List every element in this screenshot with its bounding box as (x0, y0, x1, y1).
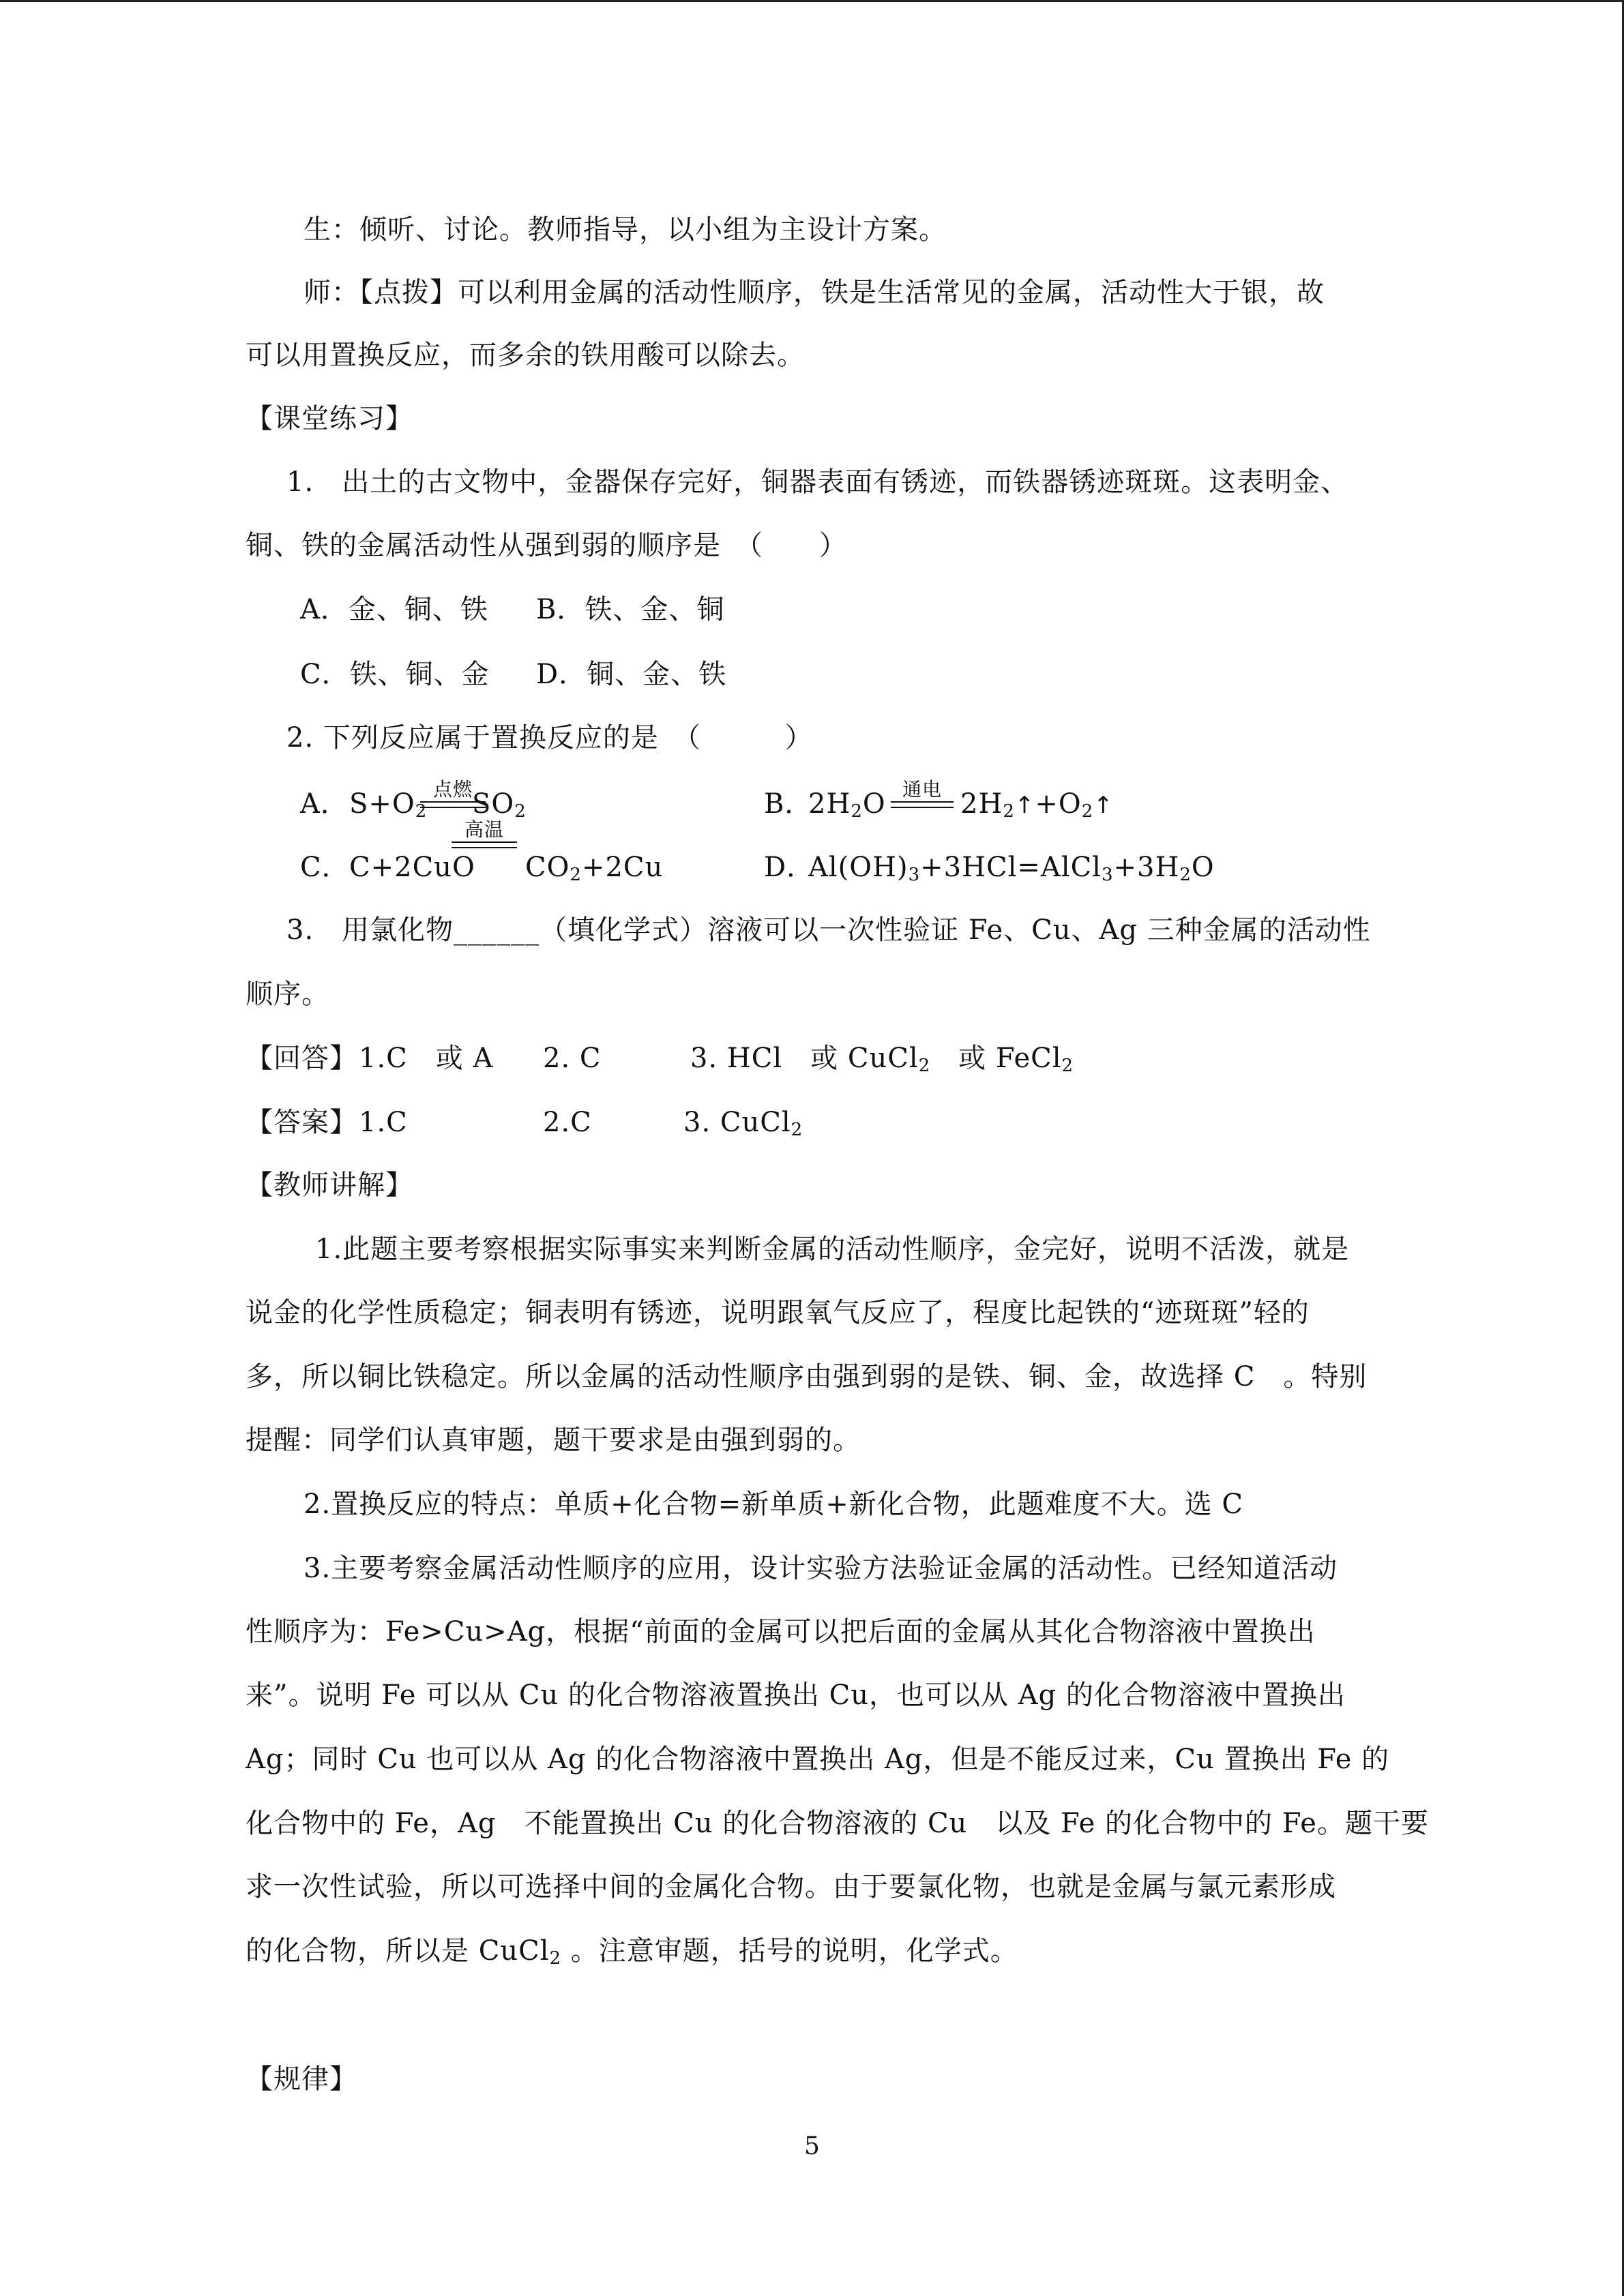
section-heading-teacher-explanation: 【教师讲解】 (246, 1169, 413, 1201)
reply-3: 3. HCl 或 CuCl$_2$ 或 FeCl$_2$ (690, 1043, 1074, 1076)
answer-key-label: 【答案】 (246, 1107, 357, 1138)
equation-c-reactants: C+2CuO (349, 852, 475, 883)
question-1-option-a: A．金、铜、铁 (300, 594, 488, 625)
explanation-3-line-5: 化合物中的 Fe，Ag 不能置换出 Cu 的化合物溶液的 Cu 以及 Fe 的化合物中的 Fe。题干要 (246, 1808, 1429, 1839)
explanation-1-line-3: 多，所以铜比铁稳定。所以金属的活动性顺序由强到弱的是铁、铜、金，故选择 C 。特别 (246, 1361, 1368, 1392)
question-2-options-ab (300, 778, 1255, 829)
paragraph-teacher-hint: 师：【点拨】可以利用金属的活动性顺序，铁是生活常见的金属，活动性大于银，故 (304, 277, 1325, 308)
equation-a-products: $SO_2$ (472, 788, 527, 822)
answer-key-3: 3. CuCl$_2$ (683, 1107, 803, 1140)
explanation-3-line-4: Ag；同时 Cu 也可以从 Ag 的化合物溶液中置换出 Ag，但是不能反过来，Cu 置换出 Fe 的 (246, 1744, 1390, 1775)
explanation-3-line-2: 性顺序为：Fe>Cu>Ag，根据“前面的金属可以把后面的金属从其化合物溶液中置换出 (246, 1616, 1316, 1648)
equation-c-products: $CO_2+2Cu$ (525, 852, 664, 885)
reply-label: 【回答】 (246, 1043, 357, 1074)
explanation-3-line-7: 的化合物，所以是 CuCl$_2$ 。注意审题，括号的说明，化学式。 (246, 1935, 1018, 1969)
question-1-option-c: C．铁、铜、金 (300, 659, 490, 690)
equation-c-label: C． (300, 852, 350, 883)
explanation-3-line-1: 3.主要考察金属活动性顺序的应用，设计实验方法验证金属的活动性。已经知道活动 (304, 1553, 1338, 1584)
equation-b-reactants: $2H_2O$ (808, 788, 886, 822)
equation-c-double-line (452, 841, 517, 848)
question-1-line-1: 1. 出土的古文物中，金器保存完好，铜器表面有锈迹，而铁器锈迹斑斑。这表明金、 (286, 466, 1349, 498)
reply-2: 2. C (543, 1043, 602, 1074)
explanation-3-line-3: 来”。说明 Fe 可以从 Cu 的化合物溶液置换出 Cu，也可以从 Ag 的化合物溶液中置换出 (246, 1680, 1346, 1711)
explanation-1-line-4: 提醒：同学们认真审题，题干要求是由强到弱的。 (246, 1425, 861, 1456)
explanation-2: 2.置换反应的特点：单质+化合物=新单质+新化合物，此题难度不大。选 C (304, 1489, 1244, 1520)
question-1-line-2: 铜、铁的金属活动性从强到弱的顺序是 （ ） (246, 530, 847, 561)
answer-key (246, 1106, 1269, 1139)
equation-b-label: B． (764, 788, 813, 820)
explanation-1-line-2: 说金的化学性质稳定；铜表明有锈迹，说明跟氧气反应了，程度比起铁的“迹斑斑”轻的 (246, 1297, 1310, 1328)
explanation-3-line-6: 求一次性试验，所以可选择中间的金属化合物。由于要氯化物，也就是金属与氯元素形成 (246, 1871, 1336, 1903)
question-2-options-cd (300, 818, 1255, 892)
equation-b-double-line (891, 801, 954, 808)
question-1-option-b: B．铁、金、铜 (536, 594, 725, 625)
question-3-line-2: 顺序。 (246, 979, 329, 1010)
section-heading-rule: 【规律】 (246, 2063, 357, 2095)
reply-1: 1.C 或 A (359, 1043, 494, 1074)
question-2: 2. 下列反应属于置换反应的是 （ ） (286, 722, 813, 754)
section-heading-practice: 【课堂练习】 (246, 403, 413, 434)
equation-d: $Al(OH)_3+3HCl=AlCl_3+3H_2O$ (808, 852, 1215, 885)
question-3-line-1: 3. 用氯化物______（填化学式）溶液可以一次性验证 Fe、Cu、Ag 三种金属的活动性 (286, 914, 1371, 946)
equation-a-condition: 点燃 (432, 778, 473, 801)
page-border-top (0, 0, 1624, 2)
equation-a-reactants: $S+O_2$ (349, 788, 428, 822)
page-number: 5 (804, 2132, 820, 2160)
paragraph-teacher-hint-cont: 可以用置换反应，而多余的铁用酸可以除去。 (246, 340, 805, 371)
paragraph-student: 生：倾听、讨论。教师指导，以小组为主设计方案。 (304, 214, 947, 245)
answer-key-1: 1.C (359, 1107, 408, 1138)
equation-d-label: D． (764, 852, 815, 883)
question-1-option-d: D．铜、金、铁 (536, 659, 727, 690)
equation-b-condition: 通电 (902, 778, 942, 801)
equation-c-condition: 高温 (464, 818, 504, 841)
equation-b-products: $2H_2↑+O_2↑$ (960, 788, 1114, 822)
equation-a-label: A． (300, 788, 349, 820)
explanation-1-line-1: 1.此题主要考察根据实际事实来判断金属的活动性顺序，金完好，说明不活泼，就是 (315, 1234, 1350, 1265)
answer-key-2: 2.C (543, 1107, 592, 1138)
student-reply (246, 1042, 1269, 1075)
